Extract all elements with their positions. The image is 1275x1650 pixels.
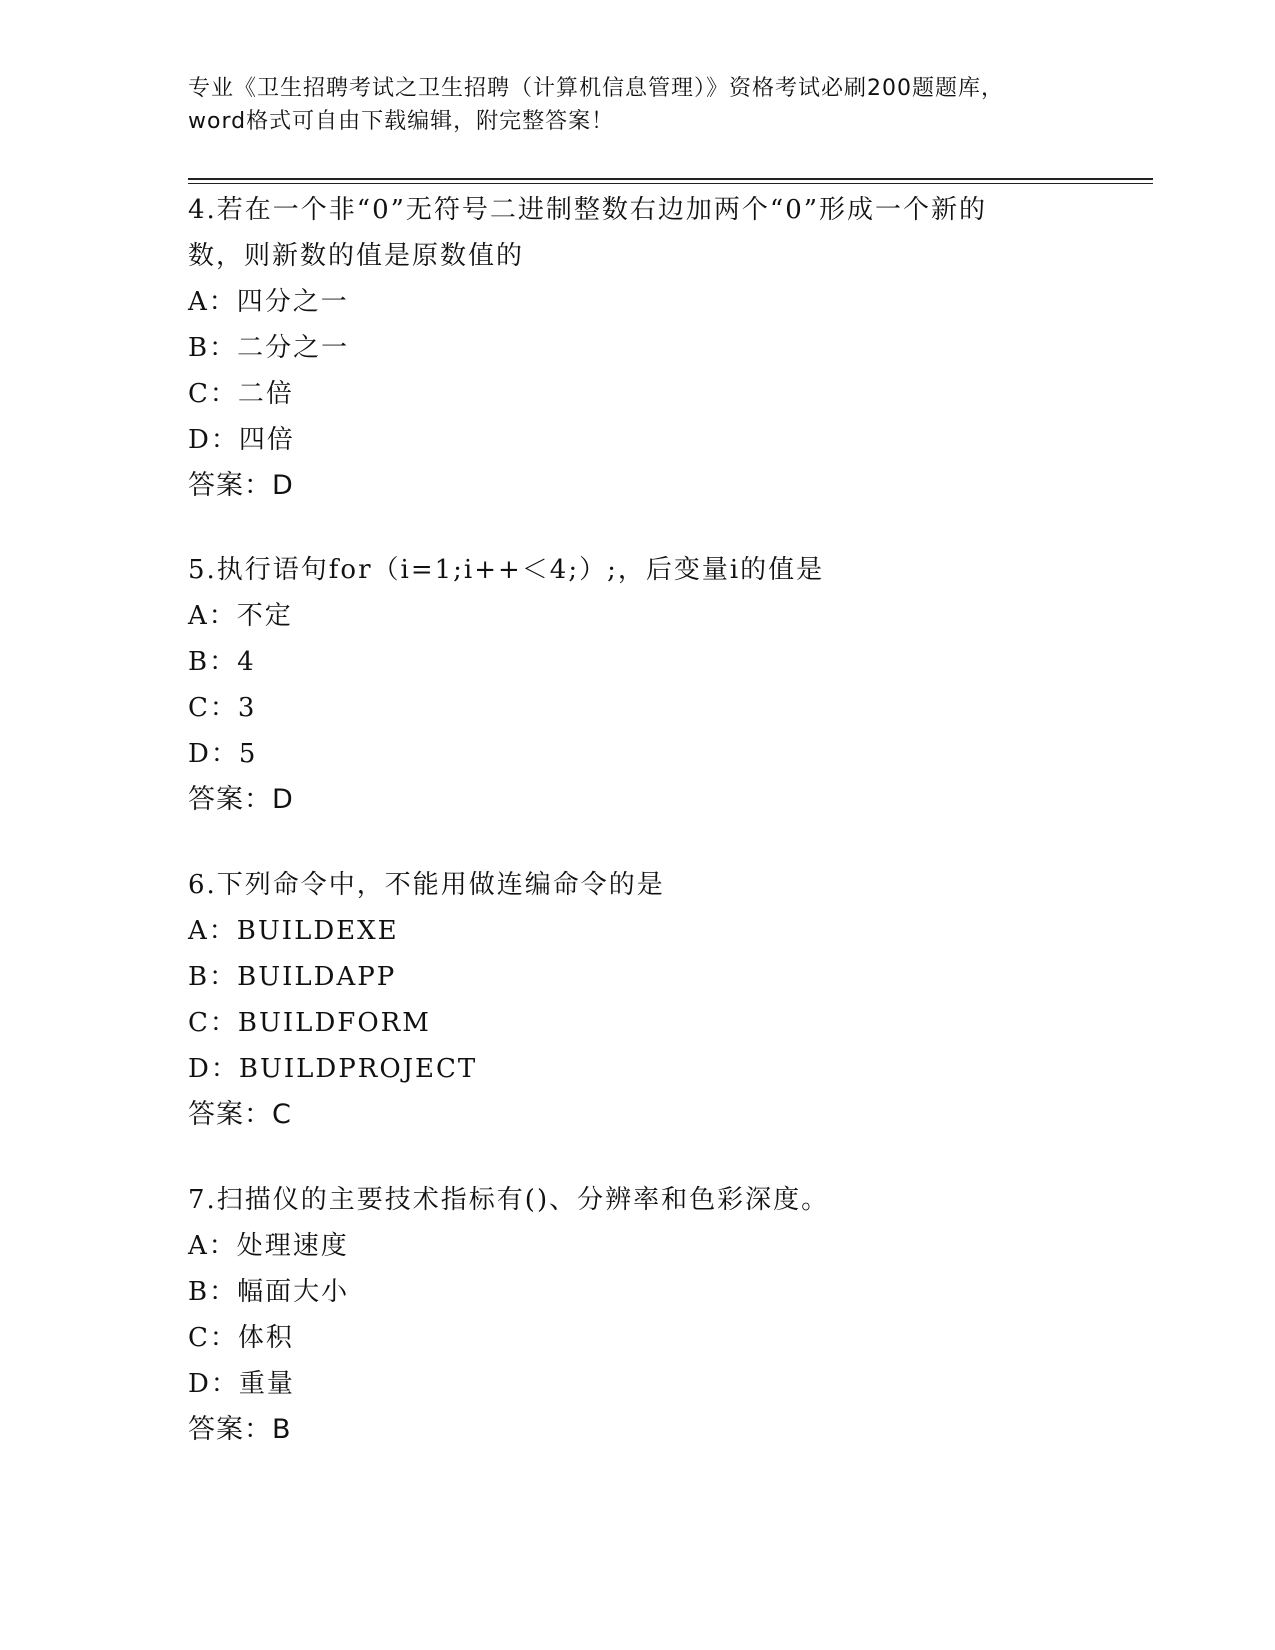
option-d: D：5 — [188, 739, 258, 769]
option-a: A：不定 — [188, 601, 293, 631]
header-line-2: word格式可自由下载编辑，附完整答案！ — [188, 109, 615, 134]
header-divider — [188, 178, 1153, 184]
option-c: C：BUILDFORM — [188, 1008, 431, 1038]
option-a: A：四分之一 — [188, 287, 349, 317]
option-a: A：处理速度 — [188, 1231, 349, 1261]
question-block-5 — [188, 547, 1088, 823]
answer-line: 答案：D — [188, 470, 294, 501]
question-stem: 5.执行语句for（i=1;i++＜4;）;，后变量i的值是 — [188, 555, 825, 585]
option-c: C：二倍 — [188, 379, 294, 409]
option-b: B：幅面大小 — [188, 1277, 350, 1307]
option-b: B：二分之一 — [188, 333, 350, 363]
option-d: D：四倍 — [188, 425, 295, 455]
option-a: A：BUILDEXE — [188, 916, 399, 946]
question-block-4 — [188, 187, 1088, 509]
option-c: C：体积 — [188, 1323, 294, 1353]
question-stem: 6.下列命令中，不能用做连编命令的是 — [188, 870, 665, 900]
option-c: C：3 — [188, 693, 257, 723]
answer-line: 答案：B — [188, 1414, 292, 1445]
option-d: D：BUILDPROJECT — [188, 1054, 478, 1084]
answer-line: 答案：D — [188, 784, 294, 815]
option-b: B：4 — [188, 647, 256, 677]
answer-line: 答案：C — [188, 1099, 292, 1130]
document-header — [188, 72, 1068, 138]
question-stem: 4.若在一个非“0”无符号二进制整数右边加两个“0”形成一个新的 — [188, 195, 988, 225]
question-block-6 — [188, 862, 1088, 1138]
question-block-7 — [188, 1177, 1088, 1453]
question-stem-continued: 数，则新数的值是原数值的 — [188, 241, 525, 271]
option-b: B：BUILDAPP — [188, 962, 397, 992]
question-stem: 7.扫描仪的主要技术指标有()、分辨率和色彩深度。 — [188, 1185, 830, 1215]
option-d: D：重量 — [188, 1369, 295, 1399]
header-line-1: 专业《卫生招聘考试之卫生招聘（计算机信息管理）》资格考试必刷200题题库， — [188, 76, 1004, 101]
